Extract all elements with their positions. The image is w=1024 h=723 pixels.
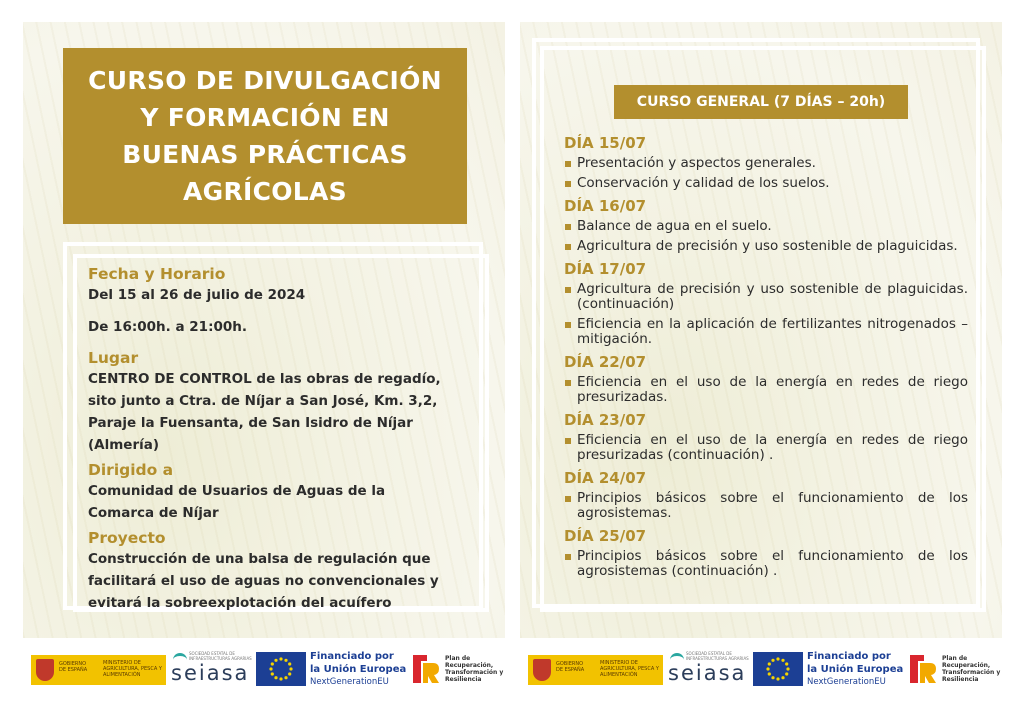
day-label: DÍA 23/07 bbox=[564, 411, 647, 429]
gobierno-espana-logo bbox=[31, 655, 166, 685]
dirigido-label: Dirigido a bbox=[88, 461, 174, 479]
seiasa-logo bbox=[668, 651, 750, 687]
seiasa-wave-icon bbox=[670, 653, 684, 661]
seiasa-logo bbox=[171, 651, 253, 687]
course-title-line: CURSO DE DIVULGACIÓN bbox=[88, 66, 442, 95]
eu-funding-text bbox=[807, 650, 907, 688]
seiasa-subtitle: SOCIEDAD ESTATAL DE INFRAESTRUCTURAS AGRARIAS bbox=[686, 651, 749, 661]
schedule-item: Agricultura de precisión y uso sostenible de plaguicidas. (continuación) bbox=[564, 282, 968, 312]
lugar-line: Paraje la Fuensanta, de San Isidro de Níjar bbox=[88, 415, 413, 431]
course-title-box bbox=[63, 48, 467, 224]
day-label: DÍA 24/07 bbox=[564, 469, 647, 487]
seiasa-subtitle: SOCIEDAD ESTATAL DE INFRAESTRUCTURAS AGRARIAS bbox=[189, 651, 252, 661]
fecha-hours: De 16:00h. a 21:00h. bbox=[88, 319, 247, 335]
schedule-header: CURSO GENERAL (7 DÍAS – 20h) bbox=[614, 85, 908, 119]
sponsor-footer bbox=[520, 645, 1002, 693]
seiasa-wordmark: seiasa bbox=[171, 661, 250, 685]
lugar-line: sito junto a Ctra. de Níjar a San José, Km. 3,2, bbox=[88, 393, 438, 409]
lugar-line: CENTRO DE CONTROL de las obras de regadío, bbox=[88, 371, 441, 387]
seiasa-wordmark: seiasa bbox=[668, 661, 747, 685]
left-panel bbox=[23, 22, 505, 638]
seiasa-wave-icon bbox=[173, 653, 187, 661]
plan-recuperacion-logo bbox=[908, 651, 1000, 687]
schedule-item: Eficiencia en el uso de la energía en redes de riego presurizadas. bbox=[564, 375, 968, 405]
lugar-label: Lugar bbox=[88, 349, 139, 367]
gobierno-espana-logo bbox=[528, 655, 663, 685]
eu-line: NextGenerationEU bbox=[310, 677, 389, 687]
course-title-line: BUENAS PRÁCTICAS bbox=[122, 140, 408, 169]
eu-line: la Unión Europea bbox=[310, 664, 407, 675]
right-panel bbox=[520, 22, 1002, 638]
day-label: DÍA 22/07 bbox=[564, 353, 647, 371]
course-info bbox=[88, 260, 468, 614]
eu-line: la Unión Europea bbox=[807, 664, 904, 675]
eu-line: Financiado por bbox=[807, 651, 891, 662]
plan-text: Plan de Recuperación, Transformación y Resiliencia bbox=[942, 655, 1001, 683]
eu-flag-icon bbox=[753, 652, 803, 686]
day-label: DÍA 16/07 bbox=[564, 197, 647, 215]
course-title-line: AGRÍCOLAS bbox=[182, 177, 347, 206]
eu-flag-icon bbox=[256, 652, 306, 686]
schedule-item: Principios básicos sobre el funcionamiento de los agrosistemas (continuación) . bbox=[564, 549, 968, 579]
lugar-line: (Almería) bbox=[88, 437, 160, 453]
schedule-item: Balance de agua en el suelo. bbox=[564, 219, 968, 234]
sponsor-footer bbox=[23, 645, 505, 693]
fecha-label: Fecha y Horario bbox=[88, 265, 226, 283]
fecha-dates: Del 15 al 26 de julio de 2024 bbox=[88, 287, 306, 303]
schedule-item: Agricultura de precisión y uso sostenible de plaguicidas. bbox=[564, 239, 968, 254]
ministerio-text: MINISTERIO DE AGRICULTURA, PESCA Y ALIMENTACIÓN bbox=[103, 660, 162, 678]
proyecto-label: Proyecto bbox=[88, 529, 166, 547]
eu-line: Financiado por bbox=[310, 651, 394, 662]
plan-recuperacion-logo bbox=[411, 651, 503, 687]
day-label: DÍA 15/07 bbox=[564, 134, 647, 152]
course-title bbox=[88, 62, 442, 210]
prtr-icon bbox=[411, 653, 441, 685]
proyecto-line: facilitará el uso de aguas no convencionales y bbox=[88, 573, 439, 589]
schedule-item: Eficiencia en el uso de la energía en redes de riego presurizadas (continuación) . bbox=[564, 433, 968, 463]
spain-shield-icon bbox=[36, 659, 54, 681]
day-label: DÍA 17/07 bbox=[564, 260, 647, 278]
eu-funding-text bbox=[310, 650, 410, 688]
plan-text: Plan de Recuperación, Transformación y Resiliencia bbox=[445, 655, 504, 683]
course-title-line: Y FORMACIÓN EN bbox=[140, 103, 390, 132]
prtr-icon bbox=[908, 653, 938, 685]
schedule-item: Conservación y calidad de los suelos. bbox=[564, 176, 968, 191]
proyecto-line: Construcción de una balsa de regulación que bbox=[88, 551, 431, 567]
eu-line: NextGenerationEU bbox=[807, 677, 886, 687]
schedule-list bbox=[564, 131, 968, 584]
spain-shield-icon bbox=[533, 659, 551, 681]
ministerio-text: MINISTERIO DE AGRICULTURA, PESCA Y ALIMENTACIÓN bbox=[600, 660, 659, 678]
schedule-item: Presentación y aspectos generales. bbox=[564, 156, 968, 171]
dirigido-line: Comunidad de Usuarios de Aguas de la bbox=[88, 483, 386, 499]
day-label: DÍA 25/07 bbox=[564, 527, 647, 545]
dirigido-line: Comarca de Níjar bbox=[88, 505, 219, 521]
gobierno-text: GOBIERNO DE ESPAÑA bbox=[59, 661, 88, 673]
schedule-item: Eficiencia en la aplicación de fertilizantes nitrogenados – mitigación. bbox=[564, 317, 968, 347]
schedule-item: Principios básicos sobre el funcionamiento de los agrosistemas. bbox=[564, 491, 968, 521]
proyecto-line: evitará la sobreexplotación del acuífero bbox=[88, 595, 392, 611]
gobierno-text: GOBIERNO DE ESPAÑA bbox=[556, 661, 585, 673]
